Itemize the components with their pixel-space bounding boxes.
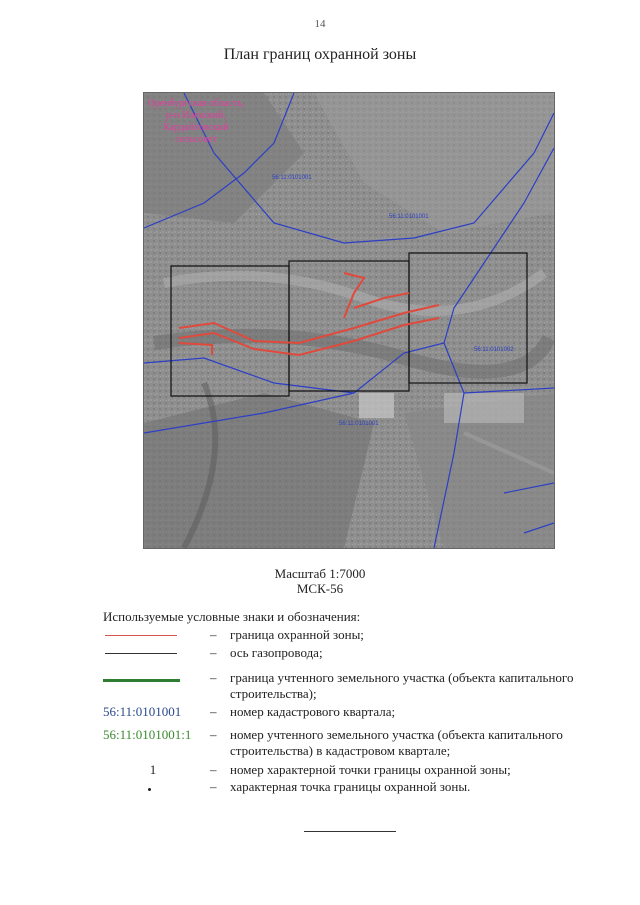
map-address-line-2: р-н Илекский, <box>166 110 226 121</box>
legend-desc: характерная точка границы охранной зоны. <box>230 779 471 794</box>
legend-dash: – <box>210 727 217 742</box>
legend-dash: – <box>210 645 217 660</box>
map-parcel-label: 56:11:0101001 <box>339 421 379 427</box>
legend-desc: номер кадастрового квартала; <box>230 704 396 719</box>
legend-dash: – <box>210 779 217 794</box>
point-number-symbol: 1 <box>149 762 157 777</box>
legend-desc: ось газопровода; <box>230 645 323 660</box>
legend-item-cadastral-quarter <box>103 704 603 720</box>
point-symbol <box>103 779 203 795</box>
map-address-line-1: Оренбургская область, <box>147 98 245 109</box>
legend-desc: номер учтенного земельного участка (объекта капитального строительства) в кадастровом квартале; <box>230 727 563 758</box>
legend-desc: граница учтенного земельного участка (объекта капитального строительства); <box>230 670 574 701</box>
crs-text: МСК-56 <box>296 581 344 596</box>
map-address-line-3: Кардайловский <box>163 122 229 133</box>
red-line-symbol <box>103 627 203 643</box>
page-title: План границ охранной зоны <box>223 46 417 63</box>
map-parcel-label: 56:11:0101002 <box>474 347 514 353</box>
scale-block <box>0 566 640 596</box>
page-number: 14 <box>314 18 326 30</box>
satellite-map <box>143 92 555 549</box>
scale-text: Масштаб 1:7000 <box>274 566 366 581</box>
legend-title: Используемые условные знаки и обозначения: <box>103 609 361 624</box>
legend-dash: – <box>210 627 217 642</box>
green-line-symbol <box>103 670 203 686</box>
signature-line <box>304 831 396 832</box>
parcel-number-code: 56:11:0101001:1 <box>103 727 192 742</box>
map-address-line-4: сельсовет <box>175 134 217 145</box>
legend-dash: – <box>210 762 217 777</box>
map-parcel-label: 56:11:0101001 <box>272 175 312 181</box>
legend-desc: граница охранной зоны; <box>230 627 364 642</box>
legend-dash: – <box>210 670 217 685</box>
legend-desc: номер характерной точки границы охранной зоны; <box>230 762 511 777</box>
map-parcel-label: 56:11:0101001 <box>389 214 429 220</box>
legend-item-parcel-number <box>103 727 603 758</box>
dark-line-symbol <box>103 645 203 661</box>
cadastral-quarter-code: 56:11:0101001 <box>103 704 182 719</box>
legend-dash: – <box>210 704 217 719</box>
